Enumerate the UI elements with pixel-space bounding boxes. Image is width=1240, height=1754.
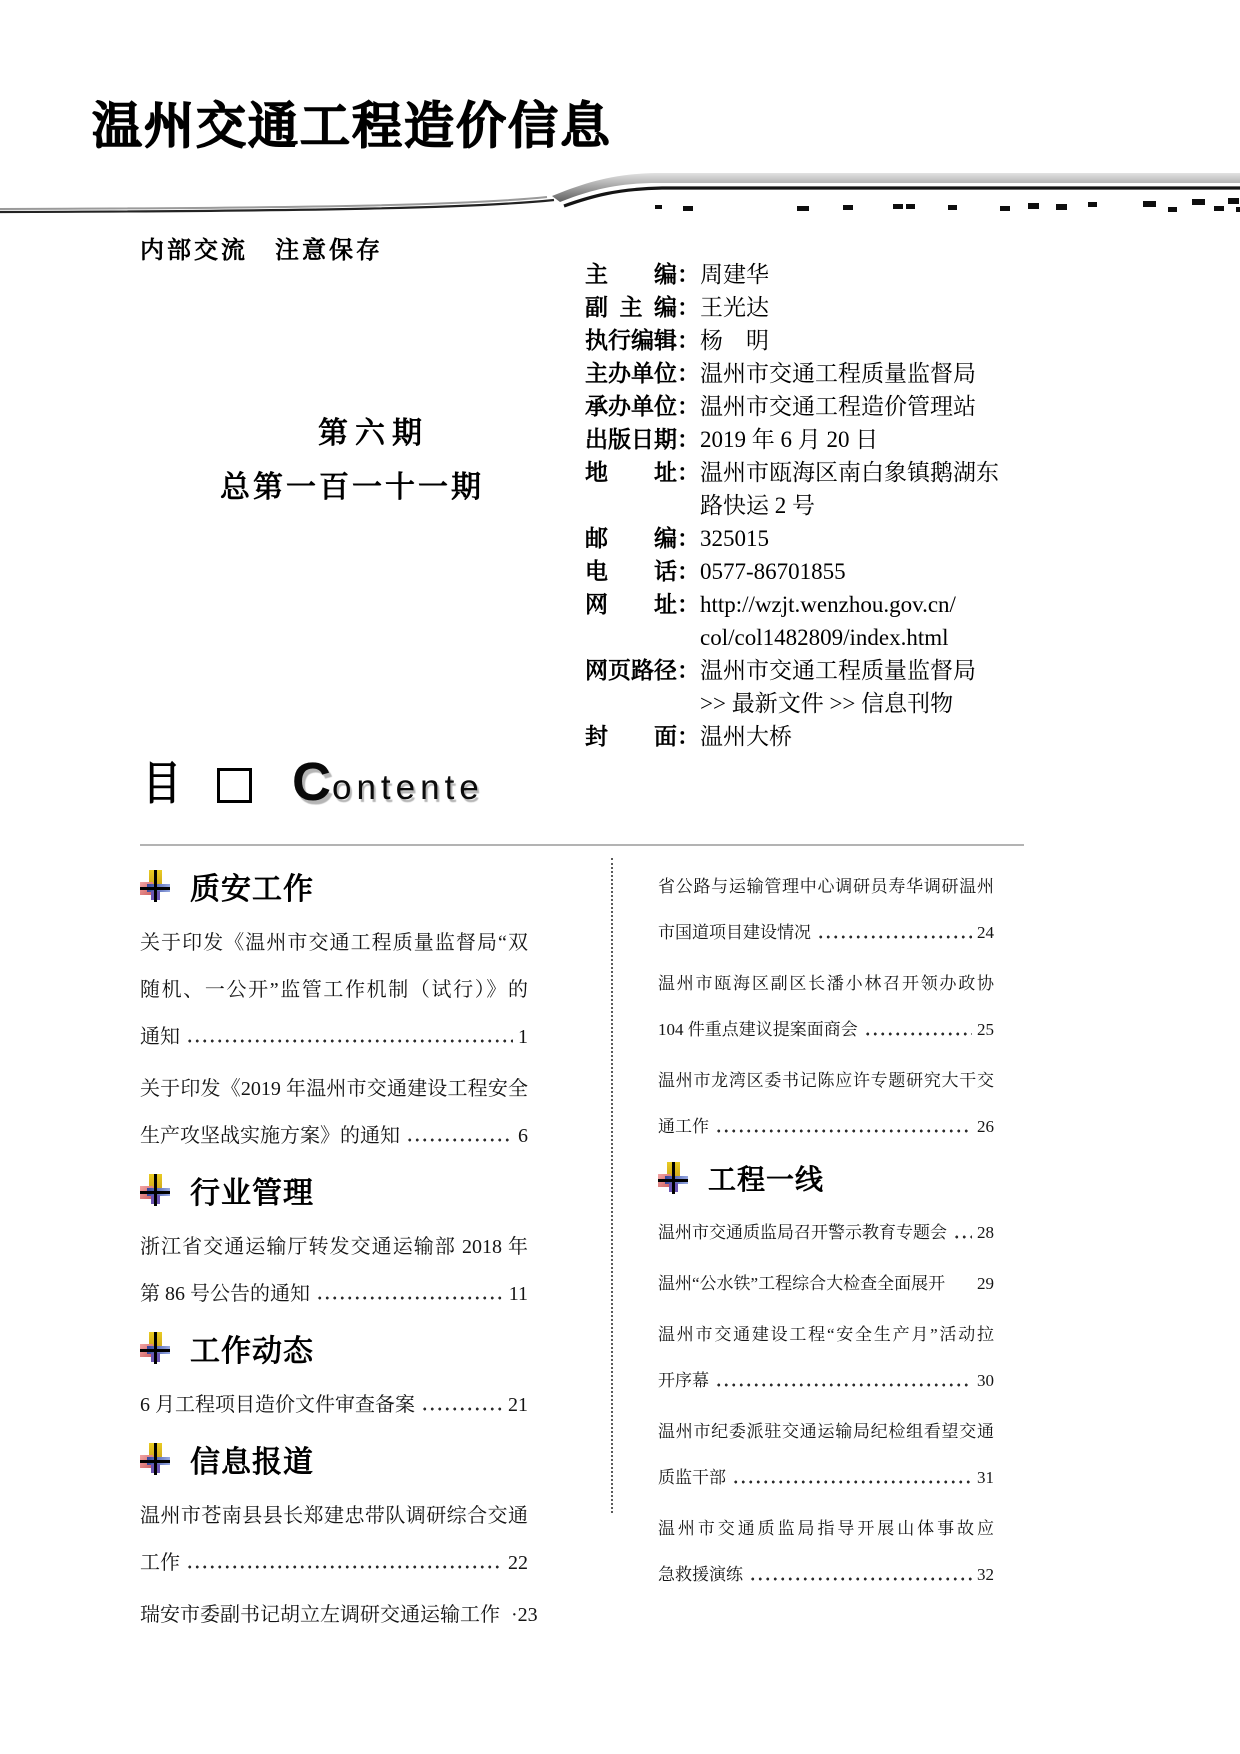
toc-entry-text: 104 件重点建议提案面商会 — [658, 1020, 858, 1039]
toc-entry-line: 温州市瓯海区副区长潘小林召开领办政协 — [658, 974, 994, 993]
masthead-label: 邮编 — [585, 525, 677, 551]
masthead-value-line: 温州市交通工程质量监督局 — [700, 658, 976, 683]
masthead-row — [585, 555, 1025, 588]
toc-entry-last-line — [658, 1210, 994, 1256]
toc-section-label: 行业管理 — [190, 1177, 314, 1210]
toc-page-number: 25 — [977, 1020, 994, 1039]
masthead-value-line: 杨 明 — [700, 328, 769, 353]
masthead-label: 主办单位 — [585, 360, 677, 386]
contents-initial-c: C — [292, 752, 331, 813]
masthead-value — [700, 654, 1025, 720]
toc-page-number: 1 — [518, 1026, 528, 1048]
toc-entry — [658, 1312, 994, 1404]
toc-entry-text: 急救援演练 — [658, 1565, 743, 1584]
bullet-part — [672, 1162, 675, 1194]
masthead-row — [585, 588, 1025, 654]
leader-dots — [421, 1406, 503, 1412]
masthead-label: 执行编辑 — [585, 327, 677, 353]
bullet-part — [154, 1174, 157, 1206]
masthead-rows — [585, 258, 1025, 753]
contents-mu-char: 目 — [143, 757, 181, 809]
masthead-value — [700, 456, 1025, 522]
toc-page-number: 29 — [977, 1274, 994, 1293]
toc-entry-line: 省公路与运输管理中心调研员寿华调研温州 — [658, 877, 994, 896]
toc-entry-text: 温州“公水铁”工程综合大检查全面展开 — [658, 1274, 946, 1293]
masthead-value-line: 温州市交通工程造价管理站 — [700, 394, 976, 419]
masthead-value — [700, 258, 1025, 291]
toc-entry — [140, 920, 528, 1061]
column-divider — [611, 858, 613, 1513]
masthead-value-line: 路快运 2 号 — [700, 493, 815, 518]
masthead-value — [700, 423, 1025, 456]
confidential-notice: 内部交流 注意保存 — [140, 238, 383, 264]
toc-entry-last-line — [658, 1007, 994, 1053]
toc-entry-last-line — [140, 1271, 528, 1318]
masthead-value-line: >> 最新文件 >> 信息刊物 — [700, 691, 954, 716]
toc-entry-text: 通工作 — [658, 1117, 709, 1136]
leader-dots — [953, 1234, 972, 1240]
masthead-value-line: col/col1482809/index.html — [700, 625, 949, 650]
toc-entry — [658, 1058, 994, 1150]
masthead-row — [585, 720, 1025, 753]
masthead-value-line: 周建华 — [700, 262, 769, 287]
toc-page-number: 26 — [977, 1117, 994, 1136]
leader-dots — [817, 934, 972, 940]
masthead-value — [700, 588, 1025, 654]
masthead-value — [700, 390, 1025, 423]
toc-entry-line: 温州市苍南县县长郑建忠带队调研综合交通 — [140, 1505, 528, 1527]
leader-dots — [715, 1128, 972, 1134]
toc-page-number: 24 — [977, 923, 994, 942]
toc-entry-text: 第 86 号公告的通知 — [140, 1283, 310, 1305]
bullet-part — [140, 1349, 170, 1352]
masthead-label: 主编 — [585, 261, 677, 287]
leader-dots — [316, 1295, 504, 1301]
toc-entry-text: 开序幕 — [658, 1371, 709, 1390]
toc-page-number: 30 — [977, 1371, 994, 1390]
toc-entry — [658, 1506, 994, 1598]
masthead-label: 承办单位 — [585, 393, 677, 419]
issue-number: 第六期 — [318, 417, 429, 450]
toc-entry — [140, 1224, 528, 1318]
heading-rule — [140, 844, 1024, 846]
toc-page-number: 11 — [508, 1283, 528, 1305]
masthead-label: 出版日期 — [585, 426, 677, 452]
toc-entry-text: 市国道项目建设情况 — [658, 923, 811, 942]
masthead-value-line: 325015 — [700, 526, 769, 551]
masthead-row — [585, 522, 1025, 555]
masthead-label: 副主编 — [585, 294, 677, 320]
toc-entry-last-line — [658, 1455, 994, 1501]
toc-page-number: 32 — [977, 1565, 994, 1584]
swoosh-graphic — [0, 146, 1240, 226]
toc-entry-last-line — [140, 1592, 538, 1639]
dash-marks — [655, 198, 1240, 212]
masthead-row — [585, 456, 1025, 522]
masthead-value — [700, 720, 1025, 753]
section-bullet-icon — [658, 1162, 688, 1194]
toc-entry-last-line — [658, 910, 994, 956]
masthead-colon: ： — [677, 657, 700, 683]
toc-entry-last-line — [658, 1104, 994, 1150]
masthead-row — [585, 357, 1025, 390]
masthead-value — [700, 555, 1025, 588]
toc-entry-line: 浙江省交通运输厅转发交通运输部 2018 年 — [140, 1236, 528, 1258]
toc-section-label: 信息报道 — [190, 1446, 314, 1479]
toc-right-column — [658, 864, 994, 1603]
masthead-row — [585, 324, 1025, 357]
contents-word-rest: ontente — [332, 768, 484, 807]
masthead-colon: ： — [677, 558, 700, 584]
toc-section-header — [140, 1437, 528, 1481]
toc-page-number: 21 — [508, 1394, 528, 1416]
masthead-row — [585, 258, 1025, 291]
toc-entry-text: 瑞安市委副书记胡立左调研交通运输工作 — [140, 1604, 500, 1626]
masthead-value — [700, 357, 1025, 390]
masthead-row — [585, 291, 1025, 324]
contents-heading — [143, 752, 484, 813]
toc-entry — [658, 1261, 994, 1307]
toc-entry-text: 6 月工程项目造价文件审查备案 — [140, 1394, 415, 1416]
toc-entry — [658, 1210, 994, 1256]
leader-dots — [715, 1382, 972, 1388]
bullet-part — [658, 1179, 688, 1182]
leader-dots — [186, 1564, 503, 1570]
masthead-colon: ： — [677, 360, 700, 386]
bullet-part — [140, 1460, 170, 1463]
leader-dots — [951, 1285, 972, 1291]
toc-entry-last-line — [658, 1358, 994, 1404]
masthead-value-line: 温州市交通工程质量监督局 — [700, 361, 976, 386]
toc-entry-line: 关于印发《温州市交通工程质量监督局“双 — [140, 932, 528, 954]
toc-entry-text: 通知 — [140, 1026, 180, 1048]
toc-entry-last-line — [140, 1382, 528, 1429]
toc-entry — [658, 961, 994, 1053]
toc-section-label: 工作动态 — [190, 1335, 314, 1368]
masthead-label: 电话 — [585, 558, 677, 584]
toc-entry-line: 温州市龙湾区委书记陈应许专题研究大干交 — [658, 1071, 994, 1090]
toc-entry-last-line — [140, 1113, 528, 1160]
masthead-value-line: 王光达 — [700, 295, 769, 320]
toc-entry-line: 随机、一公开”监管工作机制（试行）》的 — [140, 979, 528, 1001]
toc-section-header — [140, 1326, 528, 1370]
toc-entry-last-line — [658, 1552, 994, 1598]
toc-entry-text: 生产攻坚战实施方案》的通知 — [140, 1125, 400, 1147]
masthead-label: 地址 — [585, 459, 677, 485]
toc-entry — [658, 864, 994, 956]
toc-page-number: 22 — [508, 1552, 528, 1574]
toc-page-number: ·23 — [511, 1604, 538, 1626]
page-title: 温州交通工程造价信息 — [92, 96, 612, 155]
toc-entry-line: 温州市交通质监局指导开展山体事故应 — [658, 1519, 994, 1538]
masthead-colon: ： — [677, 525, 700, 551]
masthead-colon: ： — [677, 426, 700, 452]
masthead-value-line: 温州市瓯海区南白象镇鹅湖东 — [700, 460, 999, 485]
masthead-label: 封面 — [585, 723, 677, 749]
section-bullet-icon — [140, 1332, 170, 1364]
leader-dots — [186, 1038, 513, 1044]
toc-entry-text: 质监干部 — [658, 1468, 726, 1487]
masthead-row — [585, 423, 1025, 456]
toc-entry — [140, 1592, 538, 1639]
masthead-value-line: 温州大桥 — [700, 724, 792, 749]
leader-dots — [864, 1031, 972, 1037]
bullet-part — [140, 887, 170, 890]
toc-entry — [658, 1409, 994, 1501]
masthead-value — [700, 291, 1025, 324]
masthead-value — [700, 324, 1025, 357]
toc-entry-text: 温州市交通质监局召开警示教育专题会 — [658, 1223, 947, 1242]
masthead-colon: ： — [677, 459, 700, 485]
masthead-colon: ： — [677, 393, 700, 419]
masthead-value-line: http://wzjt.wenzhou.gov.cn/ — [700, 592, 956, 617]
masthead-colon: ： — [677, 723, 700, 749]
toc-entry-line: 温州市纪委派驻交通运输局纪检组看望交通 — [658, 1422, 994, 1441]
masthead-label: 网址 — [585, 591, 677, 617]
masthead-value-line: 0577-86701855 — [700, 559, 846, 584]
masthead-colon: ： — [677, 261, 700, 287]
section-bullet-icon — [140, 870, 170, 902]
toc-section-label: 工程一线 — [708, 1164, 825, 1195]
toc-section-header — [140, 864, 528, 908]
toc-entry — [140, 1493, 528, 1587]
leader-dots — [749, 1576, 972, 1582]
leader-dots — [732, 1479, 972, 1485]
leader-dots — [406, 1137, 513, 1143]
toc-section-label: 质安工作 — [190, 873, 314, 906]
masthead-value — [700, 522, 1025, 555]
toc-section-header — [658, 1158, 994, 1198]
masthead-label: 网页路径 — [585, 657, 677, 683]
bullet-part — [154, 870, 157, 902]
toc-left-column — [140, 856, 538, 1644]
bullet-part — [154, 1332, 157, 1364]
toc-page-number: 6 — [518, 1125, 528, 1147]
toc-entry-line: 关于印发《2019 年温州市交通建设工程安全 — [140, 1078, 528, 1100]
masthead-colon: ： — [677, 591, 700, 617]
toc-entry-last-line — [140, 1014, 528, 1061]
masthead-value-line: 2019 年 6 月 20 日 — [700, 427, 879, 452]
issue-total-number: 总第一百一十一期 — [220, 471, 484, 504]
toc-entry-text: 工作 — [140, 1552, 180, 1574]
bullet-part — [154, 1443, 157, 1475]
bullet-part — [140, 1191, 170, 1194]
masthead-colon: ： — [677, 294, 700, 320]
toc-entry-last-line — [658, 1261, 994, 1307]
section-bullet-icon — [140, 1174, 170, 1206]
toc-entry-last-line — [140, 1540, 528, 1587]
toc-entry — [140, 1382, 528, 1429]
masthead-row — [585, 654, 1025, 720]
toc-page-number: 28 — [977, 1223, 994, 1242]
toc-entry — [140, 1066, 528, 1160]
toc-section-header — [140, 1168, 528, 1212]
contents-box-glyph — [217, 768, 252, 803]
masthead-colon: ： — [677, 327, 700, 353]
toc-entry-line: 温州市交通建设工程“安全生产月”活动拉 — [658, 1325, 994, 1344]
section-bullet-icon — [140, 1443, 170, 1475]
toc-page-number: 31 — [977, 1468, 994, 1487]
masthead-row — [585, 390, 1025, 423]
